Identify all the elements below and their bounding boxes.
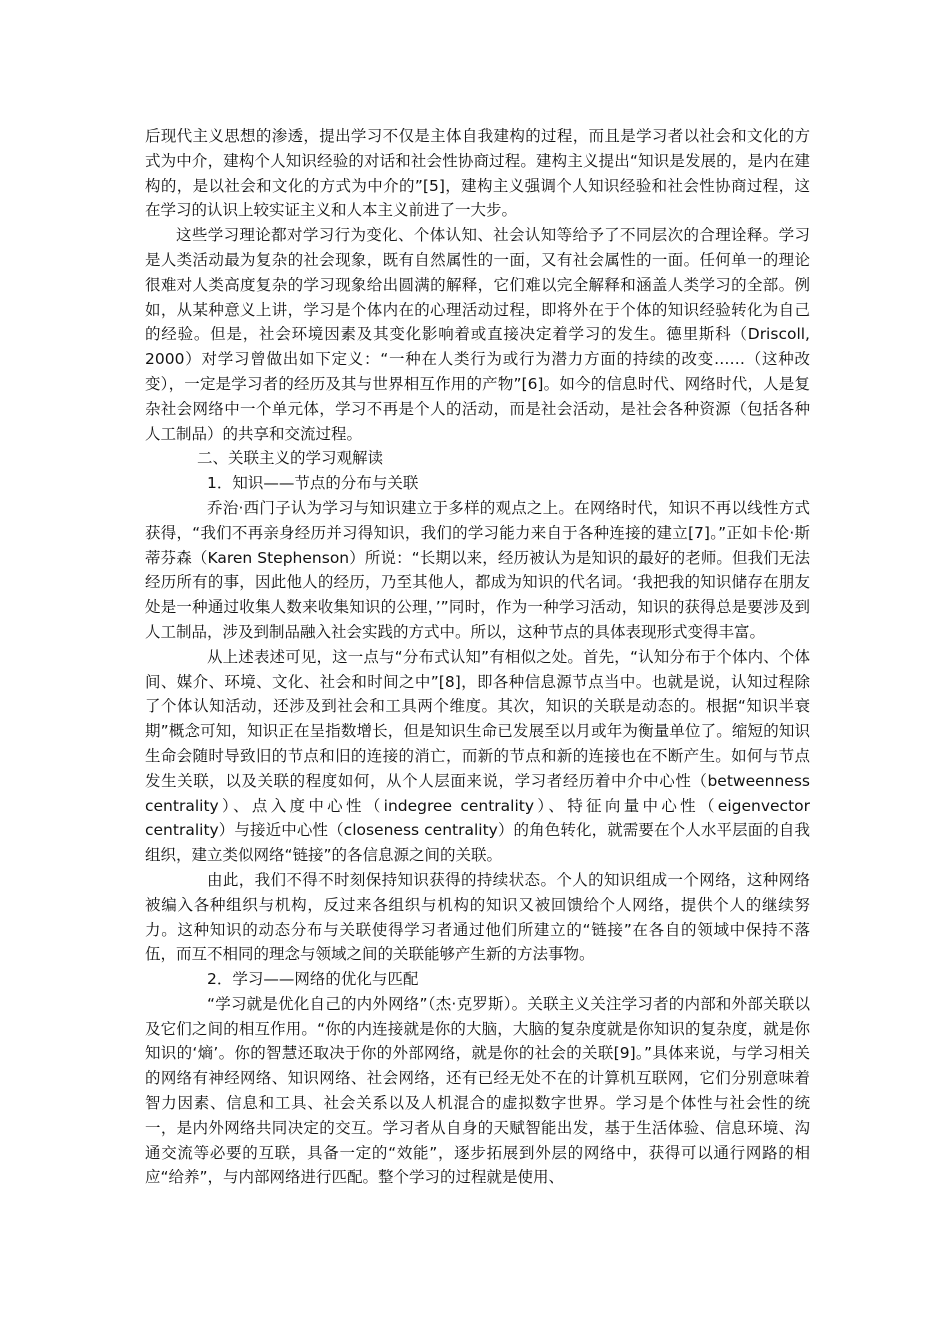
body-paragraph: 后现代主义思想的渗透，提出学习不仅是主体自我建构的过程，而且是学习者以社会和文化的方式为中介，建构个人知识经验的对话和社会性协商过程。建构主义提出“知识是发展的，是内在建构的，是以社会和文化的方式为中介的”[5]，建构主义强调个人知识经验和社会性协商过程，这在学习的认识上较实证主义和人本主义前进了一大步。 — [145, 127, 810, 220]
body-paragraph: 这些学习理论都对学习行为变化、个体认知、社会认知等给予了不同层次的合理诠释。学习是人类活动最为复杂的社会现象，既有自然属性的一面，又有社会属性的一面。任何单一的理论很难对人类高度复杂的学习现象给出圆满的解释，它们难以完全解释和涵盖人类学习的全部。例如，从某种意义上讲，学习是个体内在的心理活动过程，即将外在于个体的知识经验转化为自己的经验。但是，社会环境因素及其变化影响着或直接决定着学习的发生。德里斯科（Driscoll, 2000）对学习曾做出如下定义：“一种在人类行为或行为潜力方面的持续的改变……（这种改变），一定是学习者的经历及其与世界相互作用的产物”[6]。如今的信息时代、网络时代，人是复杂社会网络中一个单元体，学习不再是个人的活动，而是社会活动，是社会各种资源（包括各种人工制品）的共享和交流过程。 — [145, 226, 810, 443]
body-paragraph: 从上述表述可见，这一点与“分布式认知”有相似之处。首先，“认知分布于个体内、个体间、媒介、环境、文化、社会和时间之中”[8]，即各种信息源节点当中。也就是说，认知过程除了个体认知活动，还涉及到社会和工具两个维度。其次，知识的关联是动态的。根据“知识半衰期”概念可知，知识正在呈指数增长，但是知识生命已发展至以月或年为衡量单位了。缩短的知识生命会随时导致旧的节点和旧的连接的消亡，而新的节点和新的连接也在不断产生。如何与节点发生关联，以及关联的程度如何，从个人层面来说，学习者经历着中介中心性（betweenness centrality）、点入度中心性（indegree centrality）、特征向量中心性（eigenvector centrality）与接近中心性（closeness centrality）的角色转化，就需要在个人水平层面的自我组织，建立类似网络“链接”的各信息源之间的关联。 — [145, 647, 810, 865]
body-paragraph: 由此，我们不得不时刻保持知识获得的持续状态。个人的知识组成一个网络，这种网络被编入各种组织与机构，反过来各组织与机构的知识又被回馈给个人网络，提供个人的继续努力。这种知识的动态分布与关联使得学习者通过他们所建立的“链接”在各自的领域中保持不落伍，而互不相同的理念与领域之间的关联能够产生新的方法事物。 — [145, 870, 810, 964]
body-paragraph: “学习就是优化自己的内外网络”（杰·克罗斯）。关联主义关注学习者的内部和外部关联以及它们之间的相互作用。“你的内连接就是你的大脑，大脑的复杂度就是你知识的复杂度，就是你知识的‘熵’。你的智慧还取决于你的外部网络，就是你的社会的关联[9]。”具体来说，与学习相关的网络有神经网络、知识网络、社会网络，还有已经无处不在的计算机互联网，它们分别意味着智力因素、信息和工具、社会关系以及人机混合的虚拟数字世界。学习是个体性与社会性的统一，是内外网络共同决定的交互。学习者从自身的天赋智能出发，基于生活体验、信息环境、沟通交流等必要的互联，具备一定的“效能”，逐步拓展到外层的网络中，获得可以通行网路的相应“给养”，与内部网络进行匹配。整个学习的过程就是使用、 — [145, 994, 810, 1187]
subsection-heading: 1．知识——节点的分布与关联 — [207, 474, 419, 493]
document-page — [145, 124, 810, 1190]
subsection-heading: 2．学习——网络的优化与匹配 — [207, 970, 419, 989]
body-paragraph: 乔治·西门子认为学习与知识建立于多样的观点之上。在网络时代，知识不再以线性方式获得，“我们不再亲身经历并习得知识，我们的学习能力来自于各种连接的建立[7]。”正如卡伦·斯蒂芬森（Karen Stephenson）所说：“长期以来，经历被认为是知识的最好的老师。但我们无法经历所有的事，因此他人的经历，乃至其他人，都成为知识的代名词。‘我把我的知识储存在朋友处是一种通过收集人数来收集知识的公理，’”同时，作为一种学习活动，知识的获得总是要涉及到人工制品，涉及到制品融入社会实践的方式中。所以，这种节点的具体表现形式变得丰富。 — [145, 498, 810, 641]
section-heading: 二、关联主义的学习观解读 — [197, 449, 384, 468]
